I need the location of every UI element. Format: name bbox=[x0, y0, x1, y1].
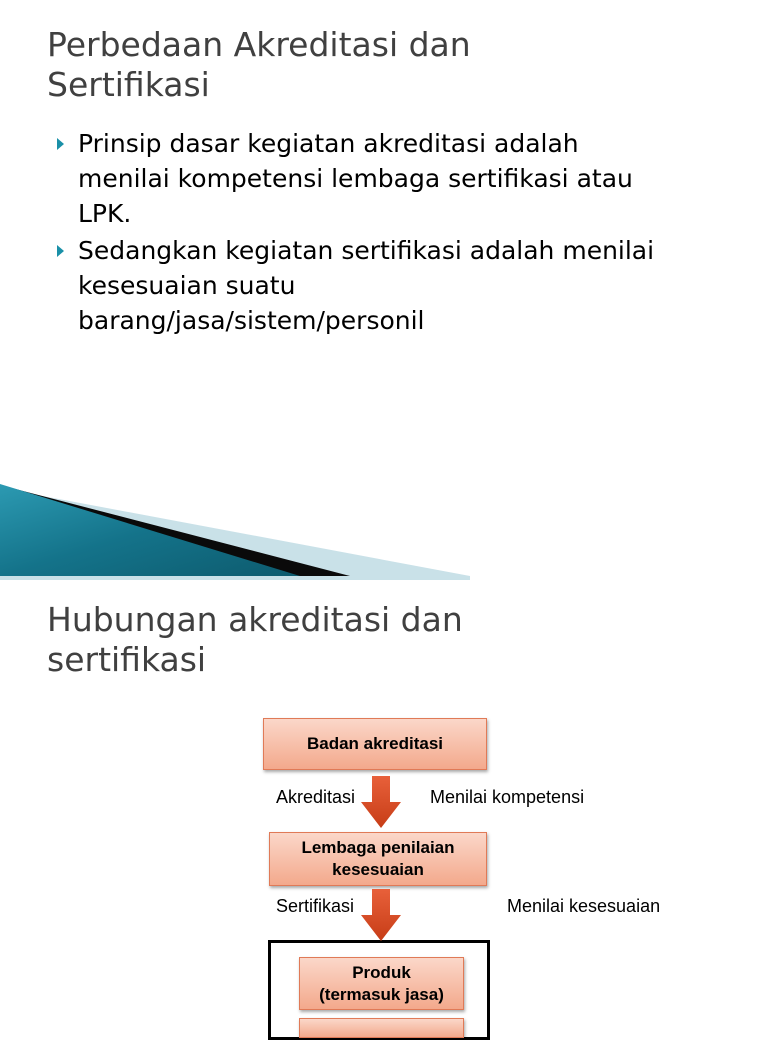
bullet-item-akreditasi bbox=[54, 126, 744, 231]
box-produk-line-1: Produk bbox=[352, 962, 411, 982]
label-sertifikasi: Sertifikasi bbox=[276, 896, 355, 916]
bullet-2-line-2: kesesuaian suatu bbox=[78, 271, 296, 300]
slide2-title-line-1: Hubungan akreditasi dan bbox=[47, 600, 463, 639]
slide1-title-line-2: Sertifikasi bbox=[47, 65, 210, 104]
box-lembaga-penilaian bbox=[269, 832, 487, 886]
down-arrow-icon bbox=[361, 889, 401, 941]
label-menilai-kompetensi: Menilai kompetensi bbox=[430, 787, 585, 807]
label-menilai-kesesuaian: Menilai kesesuaian bbox=[507, 896, 661, 916]
slide2-title bbox=[47, 600, 707, 680]
box-partial-next bbox=[299, 1018, 464, 1038]
box-badan-akreditasi bbox=[263, 718, 487, 770]
slide1-title-line-1: Perbedaan Akreditasi dan bbox=[47, 25, 471, 64]
box-badan-label: Badan akreditasi bbox=[306, 734, 444, 753]
bullet-1-line-1: Prinsip dasar kegiatan akreditasi adalah bbox=[78, 129, 579, 158]
box-produk-line-2: (termasuk jasa) bbox=[319, 984, 444, 1004]
box-produk bbox=[299, 957, 464, 1010]
decorative-swoosh bbox=[0, 480, 768, 580]
box-lembaga-line-2: kesesuaian bbox=[332, 860, 424, 879]
bullet-1-line-2: menilai kompetensi lembaga sertifikasi atau bbox=[78, 164, 633, 193]
bullet-2-line-1: Sedangkan kegiatan sertifikasi adalah menilai bbox=[78, 236, 655, 265]
slide1-bullet-list bbox=[54, 126, 744, 340]
bullet-1-line-3: LPK. bbox=[78, 199, 132, 228]
slide1-title bbox=[47, 25, 707, 105]
triangle-bullet-icon bbox=[57, 138, 64, 150]
down-arrow-icon bbox=[361, 776, 401, 828]
triangle-bullet-icon bbox=[57, 245, 64, 257]
box-lembaga-line-1: Lembaga penilaian bbox=[301, 838, 455, 857]
slide2-title-line-2: sertifikasi bbox=[47, 640, 207, 679]
bullet-item-sertifikasi bbox=[54, 233, 744, 338]
label-akreditasi: Akreditasi bbox=[276, 787, 356, 807]
bullet-2-line-3: barang/jasa/sistem/personil bbox=[78, 306, 425, 335]
